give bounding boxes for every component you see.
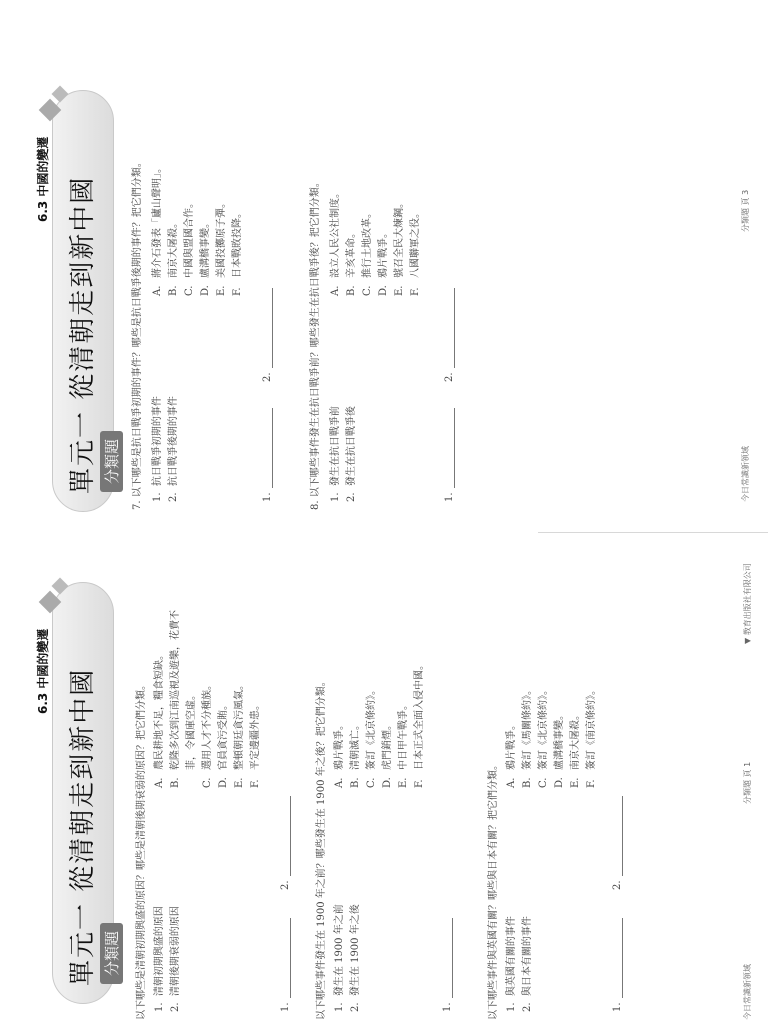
- q6-option-c: C.簽訂《北京條約》。: [538, 685, 549, 788]
- q6-option-e: E.南京大屠殺。: [570, 710, 581, 788]
- q6-group-1: 1. 與英國有關的事件: [506, 916, 517, 1012]
- q7-option-a: A.蔣介石發表「廬山聲明」。: [152, 163, 163, 296]
- q6-option-f: F.簽訂《南京條約》。: [586, 685, 597, 788]
- q5-option-d: D.虎門銷煙。: [382, 720, 393, 788]
- question-type-tag: 分類題: [100, 431, 123, 492]
- q4-option-c: C.選用人才不分種族。: [202, 680, 213, 788]
- footer-series: 今日常識新領域: [741, 446, 750, 502]
- q7-option-c: C.中國與盟國合作。: [184, 198, 195, 296]
- q4-answer-2[interactable]: 2.: [280, 796, 291, 890]
- q7-answer-1[interactable]: 1.: [262, 408, 273, 502]
- q7-option-e: E.美國投擲原子彈。: [216, 198, 227, 296]
- q6-option-a: A.鴉片戰爭。: [506, 720, 517, 788]
- q6-option-d: D.盧溝橋事變。: [554, 710, 565, 788]
- publisher-name: 教育出版社有限公司: [743, 563, 752, 636]
- q8-option-a: A.設立人民公社制度。: [330, 188, 341, 296]
- q5-answer-1[interactable]: 1.: [442, 918, 453, 1012]
- q5-group-1: 1. 發生在 1900 年之前: [334, 904, 345, 1012]
- q8-answer-1[interactable]: 1.: [444, 408, 455, 502]
- q7-group-2: 2. 抗日戰爭後期的事件: [168, 396, 179, 502]
- q5-option-c: C.簽訂《北京條約》。: [366, 685, 377, 788]
- q6-group-2: 2. 與日本有關的事件: [522, 916, 533, 1012]
- q7-option-b: B.南京大屠殺。: [168, 218, 179, 296]
- unit-title: 單元一 從清朝走到新中國: [68, 175, 98, 494]
- question-8-stem: 8. 以下哪些事件發生在抗日戰爭前？哪些發生在抗日戰爭後？把它們分類。: [310, 177, 321, 510]
- q7-option-f: F.日本戰敗投降。: [232, 208, 243, 296]
- unit-banner: [30, 574, 122, 1004]
- q6-answer-2[interactable]: 2.: [612, 796, 623, 890]
- q5-group-2: 2. 發生在 1900 年之後: [350, 904, 361, 1012]
- q4-group-2: 2. 清朝後期衰弱的原因: [170, 906, 181, 1012]
- q4-option-b: B.乾隆多次到江南巡視及遊樂，花費不: [170, 610, 181, 788]
- question-6-stem: 以下哪些事件與英國有關？哪些與日本有關？把它們分類。: [488, 760, 499, 1020]
- q8-option-d: D.鴉片戰爭。: [378, 228, 389, 296]
- page-divider: [538, 532, 768, 533]
- q4-group-1: 1. 清朝初期興盛的原因: [154, 906, 165, 1012]
- q5-option-f: F.日本正式全面入侵中國。: [414, 660, 425, 788]
- q5-option-e: E.中日甲午戰爭。: [398, 700, 409, 788]
- question-5-stem: 以下哪些事件發生在 1900 年之前？哪些發生在 1900 年之後？把它們分類。: [316, 676, 327, 1020]
- decorative-diamonds-icon: [36, 82, 78, 124]
- q4-answer-1[interactable]: 1.: [280, 918, 291, 1012]
- q4-option-a: A.農民耕地不足，糧食短缺。: [154, 650, 165, 788]
- question-type-tag: 分類題: [100, 923, 123, 984]
- section-label: 6.3 中國的變遷: [36, 136, 50, 222]
- footer-page-number: 分類題 頁 1: [743, 761, 752, 804]
- q8-group-2: 2. 發生在抗日戰爭後: [346, 406, 357, 502]
- unit-banner: [30, 82, 122, 512]
- q7-option-d: D.盧溝橋事變。: [200, 218, 211, 296]
- q4-option-e: E.整頓朝廷貪污風氣。: [234, 680, 245, 788]
- q6-answer-1[interactable]: 1.: [612, 918, 623, 1012]
- q8-answer-2[interactable]: 2.: [444, 288, 455, 382]
- q5-option-b: B.清朝滅亡。: [350, 720, 361, 788]
- q8-option-f: F.八國聯軍之役。: [410, 208, 421, 296]
- q8-option-c: C.推行土地改革。: [362, 208, 373, 296]
- q5-option-a: A.鴉片戰爭。: [334, 720, 345, 788]
- question-7-stem: 7. 以下哪些是抗日戰爭初期的事件？哪些是抗日戰爭後期的事件？把它們分類。: [132, 157, 143, 510]
- footer-page-number: 分類題 頁 3: [741, 189, 750, 232]
- q6-option-b: B.簽訂《馬關條約》。: [522, 685, 533, 788]
- footer-series: 今日常識新領域: [743, 964, 752, 1020]
- publisher-logo-icon: ▼: [743, 637, 752, 644]
- q8-option-e: E.號召全民大煉鋼。: [394, 198, 405, 296]
- q4-option-f: F.平定邊疆外患。: [250, 700, 261, 788]
- decorative-diamonds-icon: [36, 574, 78, 616]
- sheet-bottom: [0, 542, 768, 1024]
- q7-group-1: 1. 抗日戰爭初期的事件: [152, 396, 163, 502]
- q8-option-b: B.辛亥革命。: [346, 228, 357, 296]
- worksheet-page-1: [0, 542, 768, 1024]
- q4-option-d: D.官員貪污受賄。: [218, 700, 229, 788]
- section-label: 6.3 中國的變遷: [36, 628, 50, 714]
- q8-group-1: 1. 發生在抗日戰爭前: [330, 406, 341, 502]
- unit-title: 單元一 從清朝走到新中國: [68, 667, 98, 986]
- q4-option-b-cont: 菲，令國庫空虛。: [186, 690, 197, 770]
- q7-answer-2[interactable]: 2.: [262, 288, 273, 382]
- question-4-stem: 以下哪些是清朝初期興盛的原因？哪些是清朝後期衰弱的原因？把它們分類。: [136, 680, 147, 1020]
